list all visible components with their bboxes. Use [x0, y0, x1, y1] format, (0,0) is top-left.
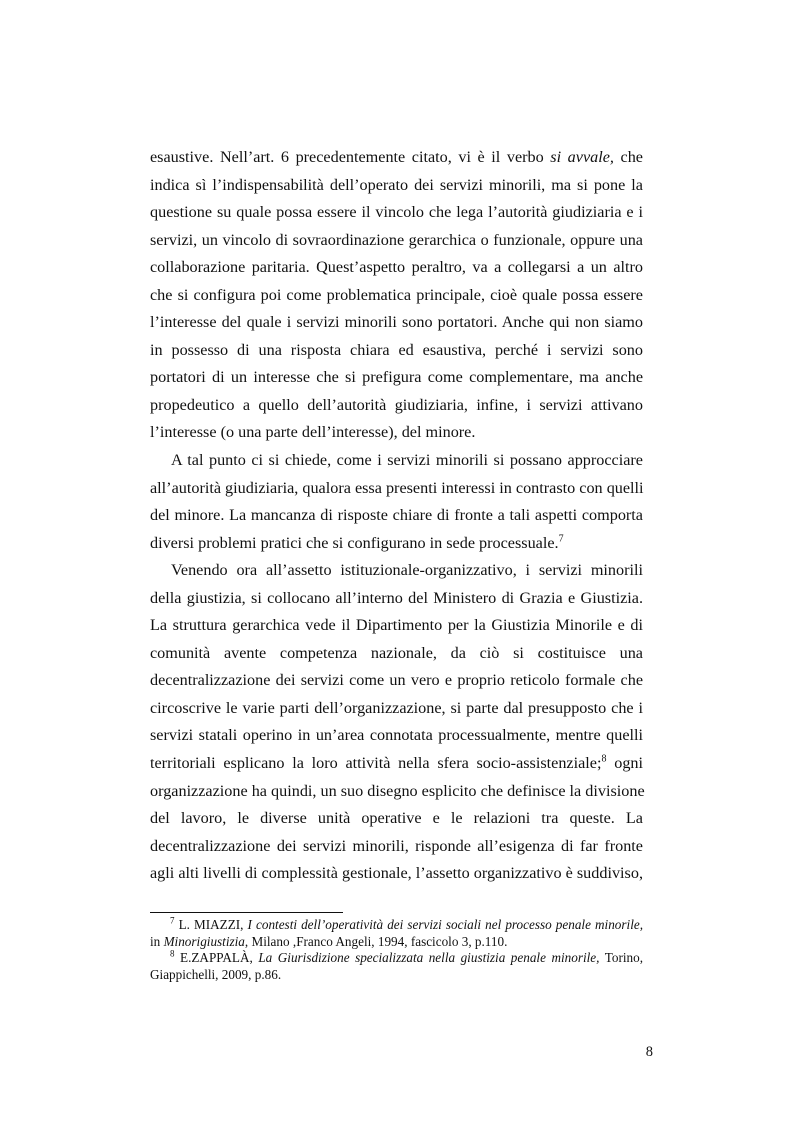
text-run: decentralizzazione dei servizi minorili, risponde all’esigenza di far fronte	[150, 836, 643, 855]
footnote-separator	[150, 912, 343, 913]
text-run: servizi statali operino in un’area connotata processualmente, mentre quelli	[150, 726, 643, 745]
italic-text: La Giurisdizione specializzata nella giustizia penale minorile,	[258, 950, 600, 965]
text-run: Torino,	[599, 950, 643, 965]
text-run: che si configura poi come problematica principale, cioè quale possa essere	[150, 285, 643, 304]
body-line	[150, 805, 643, 833]
footnote-line	[150, 934, 643, 951]
text-run: indica sì l’indispensabilità dell’operato dei servizi minorili, ma si pone la	[150, 175, 643, 194]
body-text	[150, 144, 643, 888]
body-line	[150, 640, 643, 668]
footnotes	[150, 917, 643, 983]
body-line	[150, 475, 643, 503]
body-line	[150, 227, 643, 255]
body-line	[150, 254, 643, 282]
text-run: in possesso di una risposta chiara ed esaustiva, perché i servizi sono	[150, 340, 643, 359]
text-run: organizzazione ha quindi, un suo disegno esplicito che definisce la divisione	[150, 781, 645, 800]
text-run: portatori di un interesse che si prefigura come complementare, ma anche	[150, 368, 643, 387]
body-line	[150, 282, 643, 310]
body-line	[150, 502, 643, 530]
text-run: collaborazione paritaria. Quest’aspetto peraltro, va a collegarsi a un altro	[150, 258, 643, 277]
text-run: L. MIAZZI,	[174, 917, 248, 932]
body-line	[150, 750, 643, 778]
body-line	[150, 447, 643, 475]
footnote-line	[150, 967, 643, 984]
text-run: circoscrive le varie parti dell’organizzazione, si parte dal presupposto che i	[150, 698, 643, 717]
text-run: A tal punto ci si chiede, come i servizi minorili si possano approcciare	[171, 451, 643, 470]
text-run: l’interesse (o una parte dell’interesse), del minore.	[150, 423, 476, 442]
footnote-ref: 8	[170, 948, 175, 959]
text-run: , Milano ,Franco Angeli, 1994, fascicolo 3, p.110.	[244, 933, 508, 949]
footnote-line	[150, 917, 643, 934]
body-line	[150, 778, 643, 806]
body-line	[150, 199, 643, 227]
text-run: Giappichelli, 2009, p.86.	[150, 966, 282, 982]
body-line	[150, 722, 643, 750]
text-run: del minore. La mancanza di risposte chiare di fronte a tali aspetti comporta	[150, 506, 643, 525]
body-line	[150, 833, 643, 861]
body-line	[150, 144, 643, 172]
footnote-ref: 8	[601, 753, 607, 765]
page-number: 8	[645, 1044, 653, 1060]
italic-text: si avvale,	[550, 148, 614, 166]
text-run: della giustizia, si collocano all’interno del Ministero di Grazia e Giustizia.	[150, 588, 643, 607]
text-run: Venendo ora all’assetto istituzionale-organizzativo, i servizi minorili	[171, 561, 643, 580]
text-run: diversi problemi pratici che si configurano in sede processuale.	[150, 533, 559, 552]
text-run: ogni	[606, 754, 643, 773]
body-line	[150, 860, 643, 888]
text-run: questione su quale possa essere il vincolo che lega l’autorità giudiziaria e i	[150, 203, 643, 222]
body-line	[150, 530, 643, 558]
body-line	[150, 172, 643, 200]
body-line	[150, 364, 643, 392]
text-run: comunità avente competenza nazionale, da ciò si costituisce una	[150, 643, 643, 662]
body-line	[150, 419, 643, 447]
text-run: in	[150, 933, 164, 949]
text-run: servizi, un vincolo di sovraordinazione gerarchica o funzionale, oppure una	[150, 230, 643, 249]
text-run: all’autorità giudiziaria, qualora essa presenti interessi in contrasto con quelli	[150, 478, 644, 497]
italic-text: Minorigiustizia	[163, 933, 245, 949]
text-run: territoriali esplicano la loro attività nella sfera socio-assistenziale;	[150, 754, 602, 773]
body-line	[150, 337, 643, 365]
body-line	[150, 585, 643, 613]
text-run: decentralizzazione dei servizi come un vero e proprio reticolo formale che	[150, 671, 643, 690]
text-run: del lavoro, le diverse unità operative e le relazioni tra queste. La	[150, 809, 643, 828]
body-line	[150, 392, 643, 420]
footnote-ref: 7	[558, 533, 564, 545]
footnote-line	[150, 950, 643, 967]
text-run: che	[613, 148, 643, 166]
text-run: l’interesse del quale i servizi minorili sono portatori. Anche qui non siamo	[150, 313, 643, 332]
body-line	[150, 667, 643, 695]
text-run: La struttura gerarchica vede il Dipartimento per la Giustizia Minorile e di	[150, 616, 643, 635]
body-line	[150, 557, 643, 585]
text-run: E.ZAPPALÀ,	[174, 950, 259, 965]
body-line	[150, 695, 643, 723]
text-run: propedeutico a quello dell’autorità giudiziaria, infine, i servizi attivano	[150, 395, 643, 414]
body-line	[150, 309, 643, 337]
italic-text: I contesti dell’operatività dei servizi sociali nel processo penale minorile,	[247, 917, 644, 932]
footnote-ref: 7	[170, 915, 175, 926]
text-run: agli alti livelli di complessità gestionale, l’assetto organizzativo è suddiviso,	[150, 864, 643, 883]
body-line	[150, 612, 643, 640]
text-run: esaustive. Nell’art. 6 precedentemente citato, vi è il verbo	[150, 148, 551, 166]
